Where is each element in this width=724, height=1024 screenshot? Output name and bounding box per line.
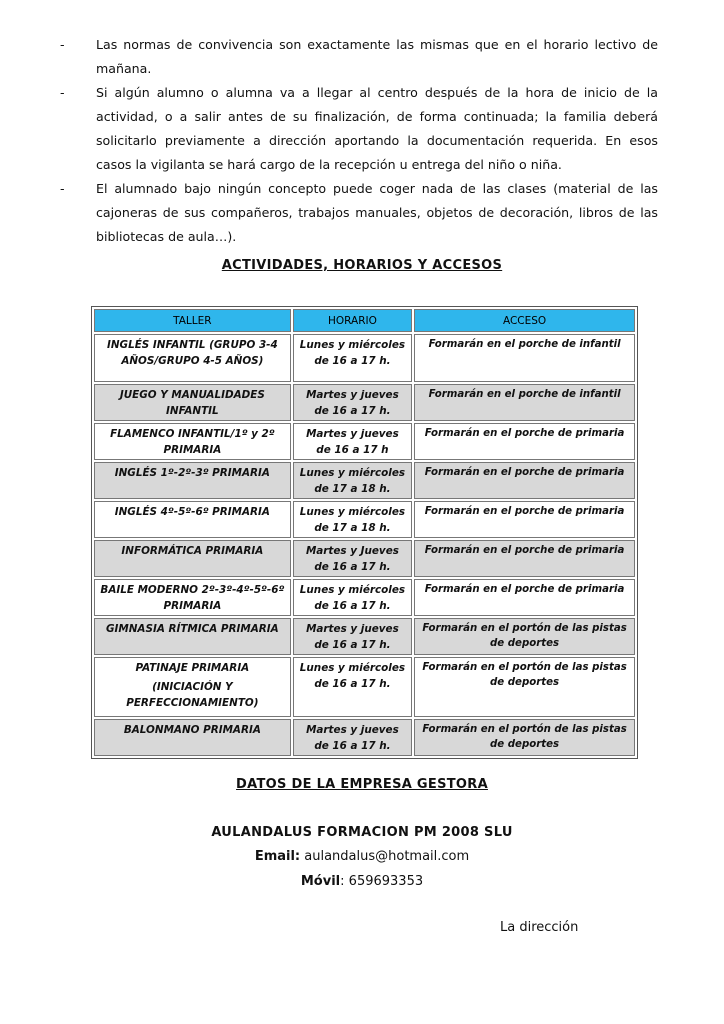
header-horario: HORARIO [293,309,412,332]
table-row [94,334,635,382]
taller-main: PATINAJE PRIMARIA [135,662,250,674]
rule-item [60,81,658,177]
phone-sep: : [340,874,345,889]
table-row [94,462,635,499]
cell-acceso: Formarán en el porche de primaria [414,462,635,499]
table-row [94,579,635,616]
table-row [94,618,635,655]
cell-horario: Lunes y miércoles de 17 a 18 h. [293,462,412,499]
cell-taller: GIMNASIA RÍTMICA PRIMARIA [94,618,291,655]
cell-acceso: Formarán en el porche de primaria [414,501,635,538]
table-row [94,657,635,717]
header-acceso: ACCESO [414,309,635,332]
phone-label: Móvil [300,874,341,889]
cell-horario: Lunes y miércoles de 16 a 17 h. [293,579,412,616]
bullet-dash: - [60,181,65,196]
company-email [0,849,724,864]
rules-list [60,33,658,249]
cell-horario: Lunes y miércoles de 17 a 18 h. [293,501,412,538]
rule-item [60,177,658,249]
cell-horario: Lunes y miércoles de 16 a 17 h. [293,657,412,717]
rule-text: El alumnado bajo ningún concepto puede coger nada de las clases (material de las cajoneras de sus compañeros, trabajos manuales, objetos de decoración, libros de las bibliotecas de aula…). [96,181,658,244]
cell-acceso: Formarán en el porche de primaria [414,579,635,616]
cell-horario: Lunes y miércoles de 16 a 17 h. [293,334,412,382]
cell-taller: INGLÉS 1º-2º-3º PRIMARIA [94,462,291,499]
cell-horario: Martes y jueves de 16 a 17 h. [293,618,412,655]
table-row [94,423,635,460]
cell-horario: Martes y jueves de 16 a 17 h [293,423,412,460]
signature: La dirección [500,920,579,935]
table-row [94,501,635,538]
company-name: AULANDALUS FORMACION PM 2008 SLU [211,825,513,840]
bullet-dash: - [60,37,65,52]
activities-table [91,306,638,759]
email-value: aulandalus@hotmail.com [304,849,470,864]
cell-taller: BALONMANO PRIMARIA [94,719,291,756]
bullet-dash: - [60,85,65,100]
cell-acceso: Formarán en el porche de infantil [414,334,635,382]
company-section-title: DATOS DE LA EMPRESA GESTORA [236,777,488,792]
cell-acceso: Formarán en el porche de primaria [414,540,635,577]
cell-acceso: Formarán en el porche de primaria [414,423,635,460]
cell-horario: Martes y jueves de 16 a 17 h. [293,384,412,421]
rule-item [60,33,658,81]
cell-taller: BAILE MODERNO 2º-3º-4º-5º-6º PRIMARIA [94,579,291,616]
table-row [94,384,635,421]
rule-text: Si algún alumno o alumna va a llegar al centro después de la hora de inicio de la actividad, o a salir antes de su finalización, de forma continuada; la familia deberá solicitarlo previamente a dirección aportando la documentación requerida. En esos casos la vigilanta se hará cargo de la recepción u entrega del niño o niña. [96,85,658,172]
cell-taller [94,657,291,717]
cell-taller: JUEGO Y MANUALIDADES INFANTIL [94,384,291,421]
phone-value: 659693353 [348,874,424,889]
cell-taller: INGLÉS 4º-5º-6º PRIMARIA [94,501,291,538]
cell-horario: Martes y Jueves de 16 a 17 h. [293,540,412,577]
cell-acceso: Formarán en el portón de las pistas de deportes [414,618,635,655]
table-row [94,540,635,577]
rule-text: Las normas de convivencia son exactamente las mismas que en el horario lectivo de mañana. [96,37,658,76]
email-label: Email: [254,849,301,864]
cell-taller: INGLÉS INFANTIL (GRUPO 3-4 AÑOS/GRUPO 4-5 AÑOS) [94,334,291,382]
cell-horario: Martes y jueves de 16 a 17 h. [293,719,412,756]
header-taller: TALLER [94,309,291,332]
company-phone [0,874,724,889]
cell-acceso: Formarán en el porche de infantil [414,384,635,421]
cell-acceso: Formarán en el portón de las pistas de deportes [414,657,635,717]
cell-taller: INFORMÁTICA PRIMARIA [94,540,291,577]
cell-taller: FLAMENCO INFANTIL/1º y 2º PRIMARIA [94,423,291,460]
cell-acceso: Formarán en el portón de las pistas de deportes [414,719,635,756]
table-header-row [94,309,635,332]
table-row [94,719,635,756]
taller-sub: (INICIACIÓN Y PERFECCIONAMIENTO) [126,681,259,709]
activities-title: ACTIVIDADES, HORARIOS Y ACCESOS [221,258,503,273]
